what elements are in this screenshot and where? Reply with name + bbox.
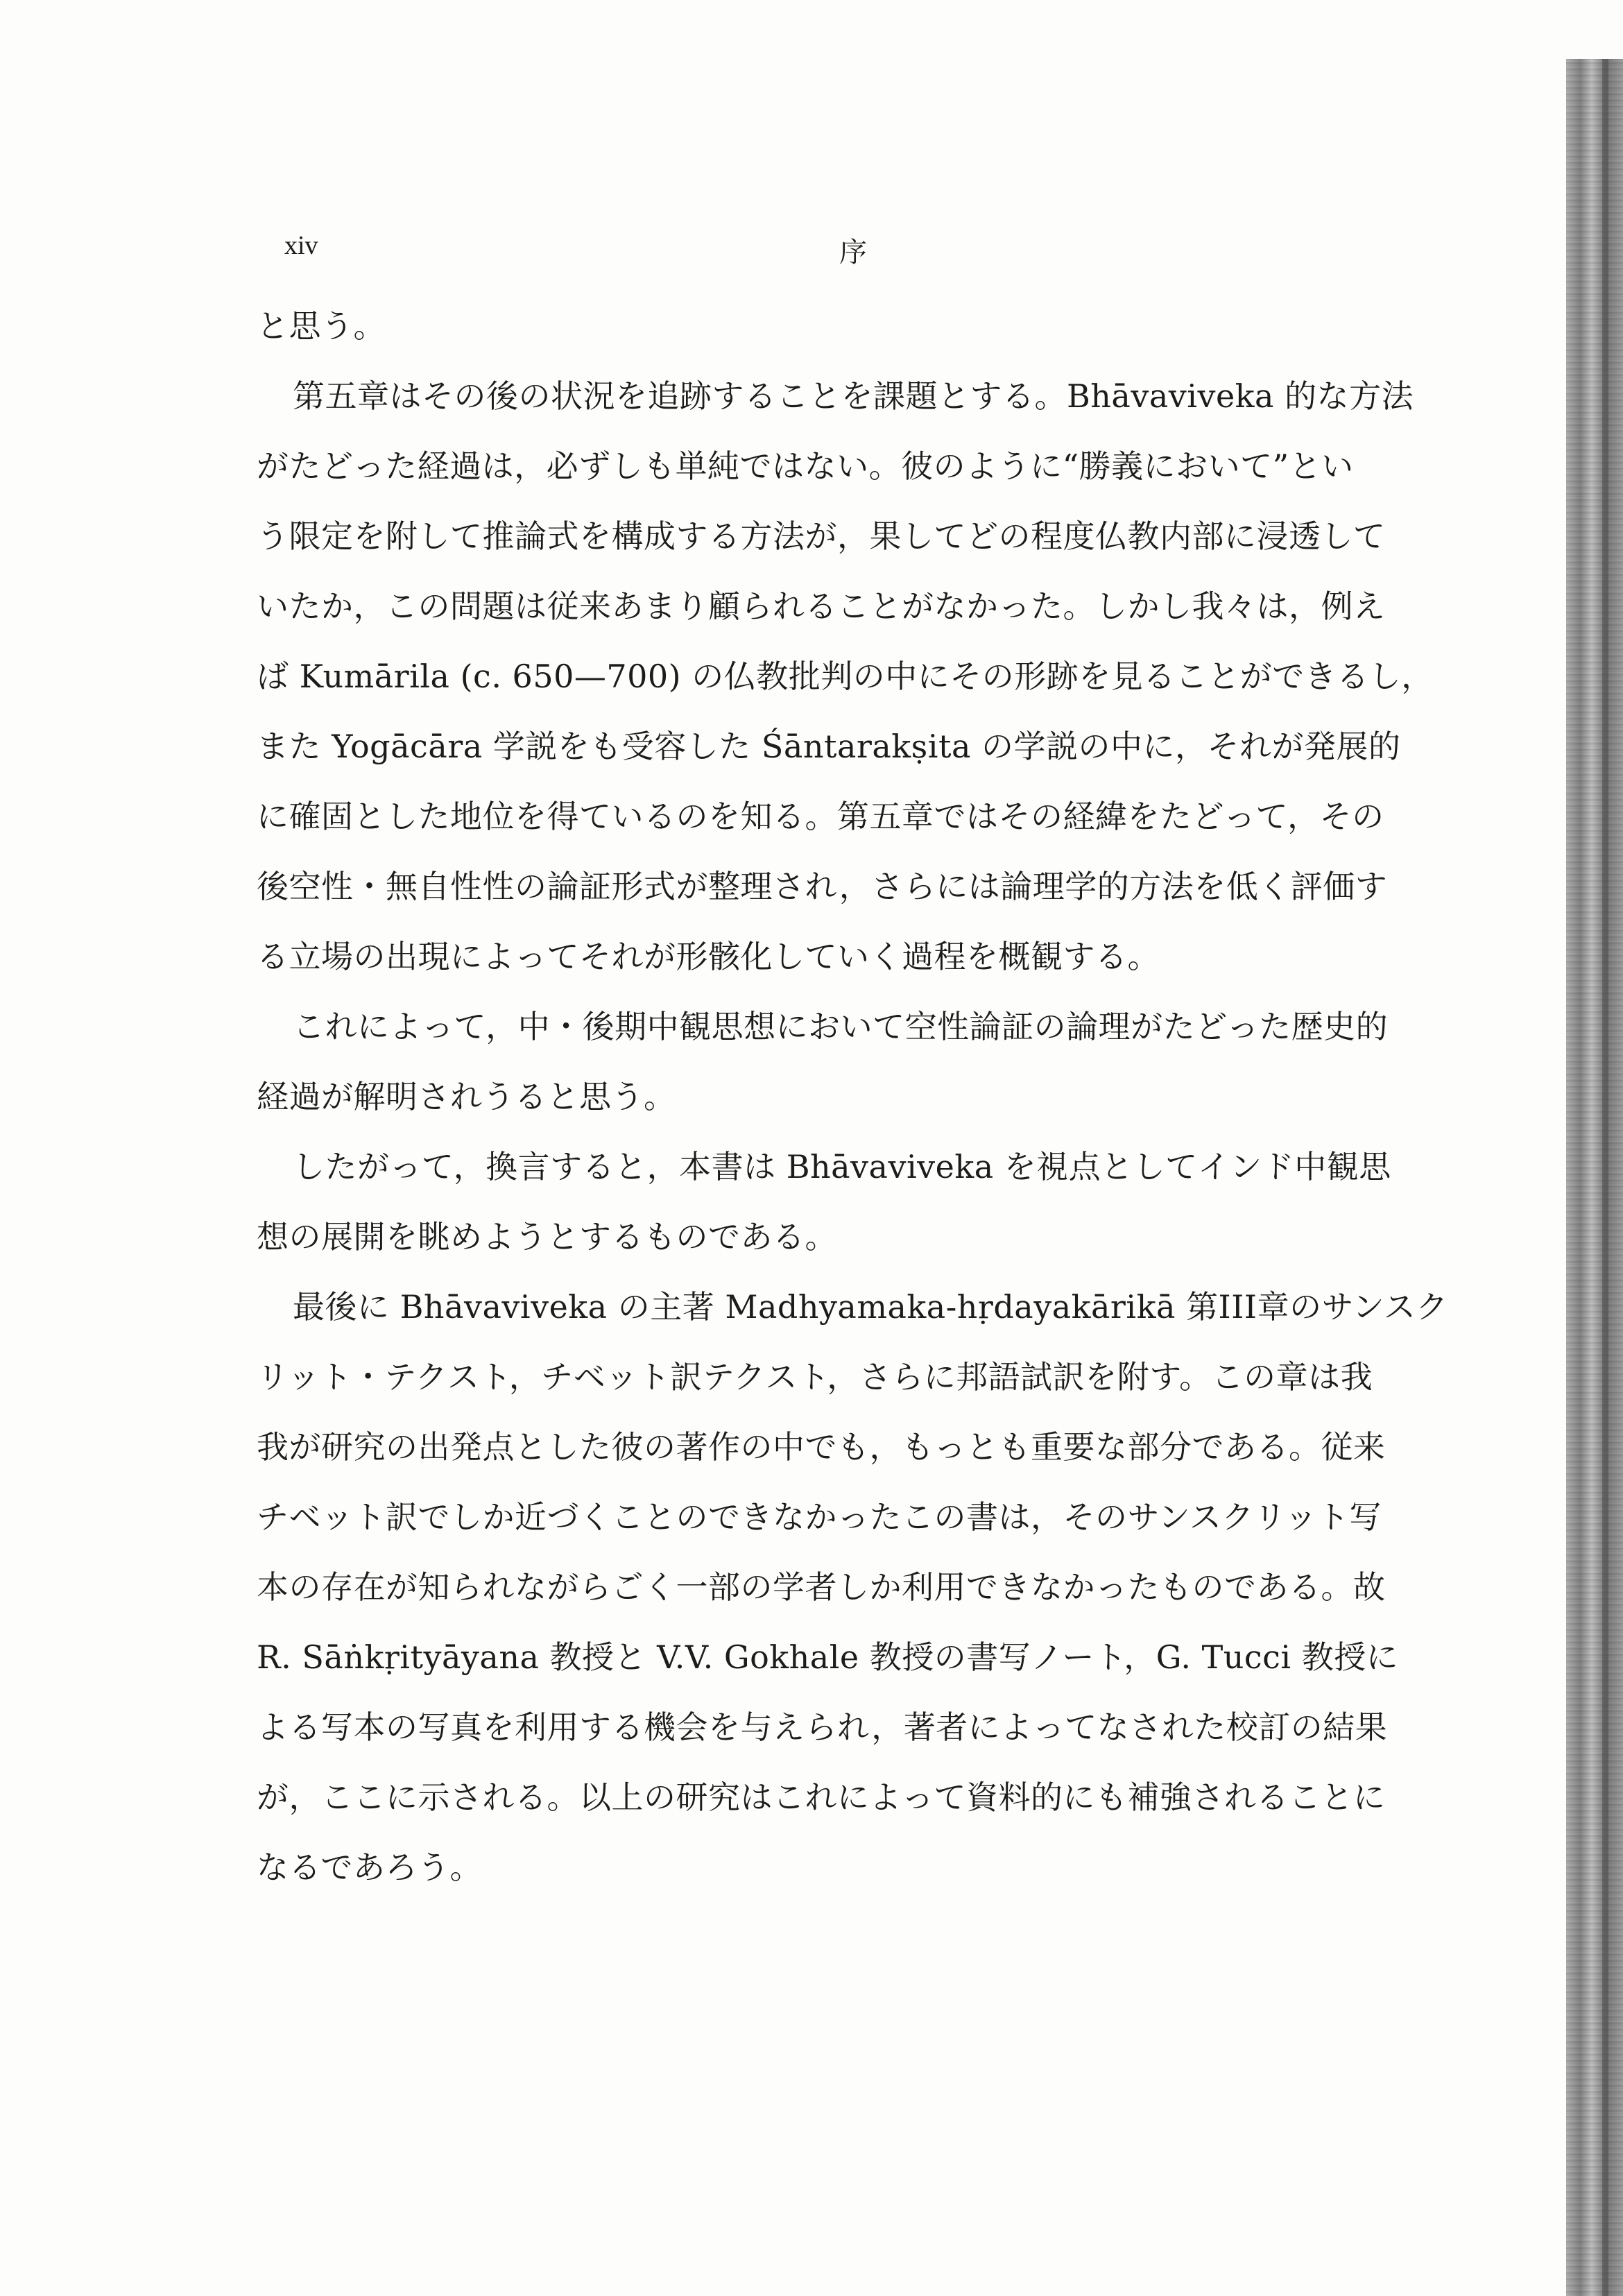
text-line: ば Kumārila (c. 650—700) の仏教批判の中にその形跡を見ることができるし，: [257, 658, 1434, 695]
text-line: チベット訳でしか近づくことのできなかったこの書は，そのサンスクリット写: [257, 1498, 1382, 1536]
text-line: 後空性・無自性性の論証形式が整理され，さらには論理学的方法を低く評価す: [257, 868, 1388, 905]
text-line: る立場の出現によってそれが形骸化していく過程を概観する。: [257, 938, 1160, 975]
text-line: 本の存在が知られながらごく一部の学者しか利用できなかったものである。故: [257, 1568, 1386, 1606]
text-line: 第五章はその後の状況を追跡することを課題とする。Bhāvaviveka 的な方法: [293, 377, 1414, 415]
text-line: が，ここに示される。以上の研究はこれによって資料的にも補強されることに: [257, 1779, 1386, 1816]
text-line: 経過が解明されうると思う。: [257, 1078, 676, 1115]
text-line: 我が研究の出発点とした彼の著作の中でも，もっとも重要な部分である。従来: [257, 1428, 1386, 1466]
body-text: [257, 291, 1450, 1903]
text-line: 想の展開を眺めようとするものである。: [257, 1218, 837, 1256]
text-line: と思う。: [257, 307, 386, 345]
page-number: xiv: [284, 231, 318, 260]
text-line: に確固とした地位を得ているのを知る。第五章ではその経緯をたどって，その: [257, 798, 1384, 835]
text-line: よる写本の写真を利用する機会を与えられ，著者によってなされた校訂の結果: [257, 1708, 1388, 1746]
text-line: う限定を附して推論式を構成する方法が，果してどの程度仏教内部に浸透して: [257, 517, 1386, 555]
text-line: これによって，中・後期中観思想において空性論証の論理がたどった歴史的: [293, 1008, 1389, 1045]
text-line: がたどった経過は，必ずしも単純ではない。彼のように“勝義において”とい: [257, 447, 1354, 485]
scan-edge-shadow: [1566, 59, 1623, 2296]
running-title: 序: [839, 237, 867, 268]
text-line: なるであろう。: [257, 1849, 483, 1886]
text-line: R. Sāṅkṛityāyana 教授と V.V. Gokhale 教授の書写ノート，G. Tucci 教授に: [257, 1638, 1399, 1676]
text-line: したがって，換言すると，本書は Bhāvaviveka を視点としてインド中観思: [293, 1148, 1391, 1185]
text-line: いたか，この問題は従来あまり顧られることがなかった。しかし我々は，例え: [257, 588, 1386, 625]
text-line: また Yogācāra 学説をも受容した Śāntarakṣita の学説の中に，それが発展的: [257, 728, 1401, 765]
text-line: リット・テクスト，チベット訳テクスト，さらに邦語試訳を附す。この章は我: [257, 1358, 1373, 1396]
text-line: 最後に Bhāvaviveka の主著 Madhyamaka-hṛdayakārikā 第III章のサンスク: [293, 1288, 1448, 1326]
page-header: [284, 230, 1450, 272]
